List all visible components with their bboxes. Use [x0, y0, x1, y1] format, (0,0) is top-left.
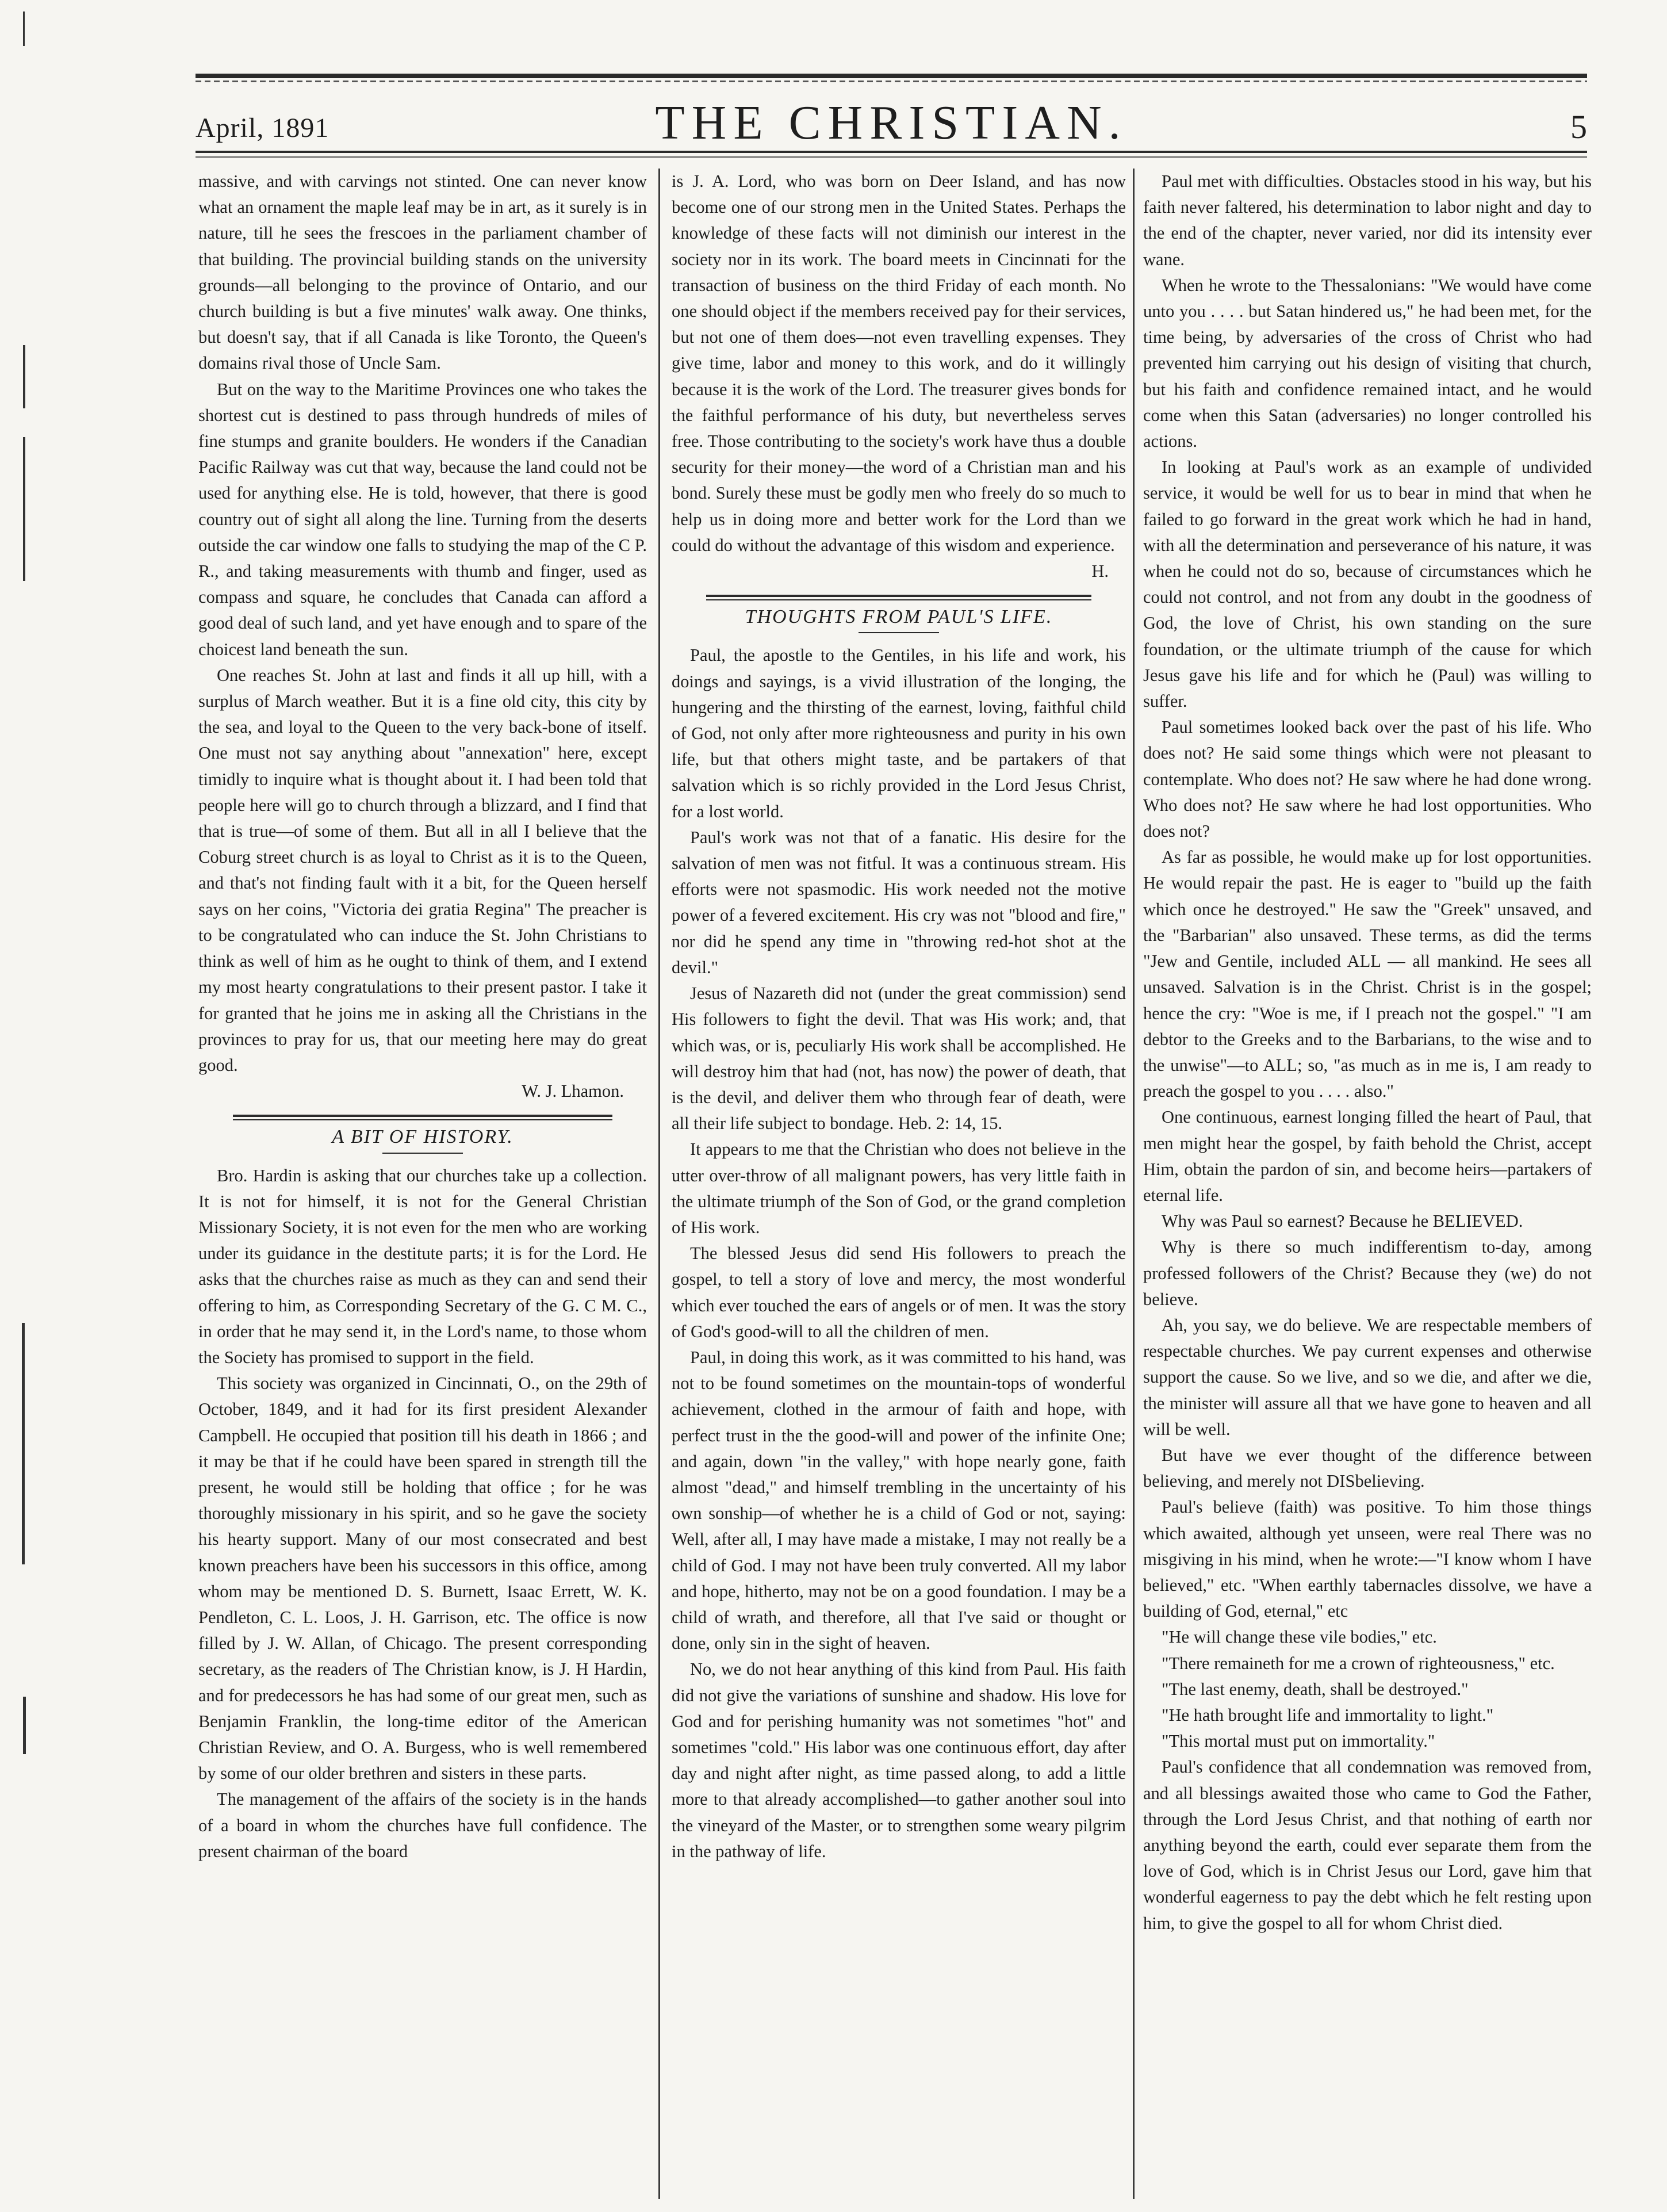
publication-title: THE CHRISTIAN. — [655, 96, 1128, 150]
masthead-rule-thin — [196, 156, 1587, 158]
paragraph: Paul's work was not that of a fanatic. His desire for the salvation of men was not fitful. It was a continuous stream. His efforts were not spasmodic. His work needed not the motive power of a fevered excitement. His cry was not "blood and fire," nor did he spend any time in "throwing red-hot shot at the devil." — [672, 827, 1126, 977]
margin-mark — [23, 345, 25, 408]
column-3 — [1143, 169, 1592, 2199]
paragraph: Paul's believe (faith) was positive. To him those things which awaited, although yet unseen, were real There was no misgiving in his mind, when he wrote:—"I know whom I have believed," etc. "When earthly tabernacles dissolve, we have a building of God, eternal," etc — [1143, 1497, 1592, 1621]
paragraph: Paul met with difficulties. Obstacles stood in his way, but his faith never faltered, his determination to labor night and day to the end of the chapter, never varied, nor did its intensity ever wane. — [1143, 171, 1592, 269]
paragraph: The blessed Jesus did send His followers to preach the gospel, to tell a story of love and mercy, the most wonderful which ever touched the ears of angels or of men. It was the story of God's good-will to all the children of men. — [672, 1243, 1126, 1341]
paragraph: Paul's confidence that all condemnation was removed from, and all blessings awaited those who came to God the Father, through the Lord Jesus Christ, and that nothing of earth nor anything beyond the earth, could ever separate them from the love of God, which is in Christ Jesus our Lord, gave him that wonderful eagerness to pay the debt which he felt resting upon him, to give the gospel to all for whom Christ died. — [1143, 1757, 1592, 1933]
paragraph: This society was organized in Cincinnati, O., on the 29th of October, 1849, and it had for its first president Alexander Campbell. He occupied that position till his death in 1866 ; and it may be that if he could have been spared in strength till the present, he would still be holding that office ; for he was thoroughly missionary in his spirit, and so he gave the society his hearty support. Many of our most consecrated and best known preachers have been his successors in this office, among whom may be mentioned D. S. Burnett, Isaac Errett, W. K. Pendleton, C. L. Loos, J. H. Garrison, etc. The office is now filled by J. W. Allan, of Chicago. The present corresponding secretary, as the readers of The Christian know, is J. H Hardin, and for predecessors he has had some of our great men, such as Benjamin Franklin, the long-time editor of the American Christian Review, and O. A. Burgess, who is well remembered by some of our older brethren and sisters in these parts. — [198, 1373, 647, 1784]
paragraph: One continuous, earnest longing filled the heart of Paul, that men might hear the gospel, by faith behold the Christ, accept Him, obtain the pardon of sin, and become heirs—partakers of eternal life. — [1143, 1107, 1592, 1205]
paragraph: Why is there so much indifferentism to-day, among professed followers of the Christ? Because they (we) do not believe. — [1143, 1237, 1592, 1309]
paragraph: Ah, you say, we do believe. We are respectable members of respectable churches. We pay current expenses and otherwise support the cause. So we live, and so we die, and after we die, the minister will assure all that we have gone to heaven and all will be well. — [1143, 1315, 1592, 1439]
quotation: "The last enemy, death, shall be destroyed." — [1162, 1679, 1469, 1699]
paragraph: One reaches St. John at last and finds it all up hill, with a surplus of March weather. But it is a fine old city, this city by the sea, and loyal to the Queen to the very back-bone of itself. One must not say anything about "annexation" here, except timidly to inquire what is thought about it. I had been told that people here will go to church through a blizzard, and I find that that is true—of some of them. But all in all I believe that the Coburg street church is as loyal to Christ as it is to the Queen, and that's not finding fault with it a bit, for the Queen herself says on her coins, "Victoria dei gratia Regina" The preacher is to be congratulated who can induce the St. John Christians to think as well of him as he ought to think of them, and I extend my most hearty congratulations to their present pastor. I take it for granted that he joins me in asking all the Christians in the provinces to pray for us, that our meeting here may do great good. — [198, 665, 647, 1075]
page-number: 5 — [1570, 108, 1587, 146]
paragraph: Jesus of Nazareth did not (under the great commission) send His followers to fight the devil. That was His work; and, that which was, or is, peculiarly His work shall be accomplished. He will destroy him that had (not, has now) the power of death, that is the devil, and deliver them who through fear of death, were all their life subject to bondage. Heb. 2: 14, 15. — [672, 983, 1126, 1134]
issue-date: April, 1891 — [196, 113, 329, 143]
top-rule — [196, 74, 1587, 78]
margin-mark — [23, 12, 25, 46]
margin-mark — [23, 437, 25, 581]
paragraph: Paul, the apostle to the Gentiles, in his life and work, his doings and sayings, is a vivid illustration of the longing, the hungering and the thirsting of the earnest, loving, faithful child of God, not only after more righteousness and purity in his own life, but that others might taste, and be partakers of that salvation which is so richly provided in the Lord Jesus Christ, for a lost world. — [672, 645, 1126, 821]
paragraph: In looking at Paul's work as an example of undivided service, it would be well for us to bear in mind that when he failed to go forward in the great work which he had in hand, with all the determination and perseverance of his nature, it was when he could not do so, because of circumstances which he could not control, and not from any doubt in the goodness of God, the love of Christ, his own standing on the sure foundation, or the ultimate triumph of the cause for which Jesus gave his life and for which he (Paul) was willing to suffer. — [1143, 457, 1592, 711]
paragraph: Bro. Hardin is asking that our churches take up a collection. It is not for himself, it is not for the General Christian Missionary Society, it is not even for the men who are working under its guidance in the destitute parts; it is for the Lord. He asks that the churches raise as much as they can and send their offering to him, as Corresponding Secretary of the G. C M. C., in order that he may send it, in the Lord's name, to those whom the Society has promised to support in the field. — [198, 1165, 647, 1367]
author-signature: H. — [1091, 561, 1109, 581]
paragraph: Paul, in doing this work, as it was committed to his hand, was not to be found sometimes on the mountain-tops of wonderful achievement, clothed in the armour of faith and hope, with perfect trust in the the good-will and power of the infinite One; and again, down "in the valley," with hope nearly gone, faith almost "dead," and himself trembling in the uncertainty of his own sonship—of whether he is a child of God or not, saying: Well, after all, I may have made a mistake, I may not really be a child of God. I may not have been truly converted. All my labor and hope, hitherto, may not be on a good foundation. I may be a child of wrath, and therefore, all that I've said or thought or done, only sin in the sight of heaven. — [672, 1347, 1126, 1654]
paragraph: But on the way to the Maritime Provinces one who takes the shortest cut is destined to pass through hundreds of miles of fine stumps and granite boulders. He wonders if the Canadian Pacific Railway was cut that way, because the land could not be used for anything else. He is told, however, that there is good country out of sight all along the line. Turning from the deserts outside the car window one falls to studying the map of the C P. R., and taking measurements with thumb and finger, used as compass and square, he concludes that Canada can afford a good deal of such land, and yet have enough and to spare of the choicest land beneath the sun. — [198, 379, 647, 659]
quotation: "There remaineth for me a crown of righteousness," etc. — [1162, 1653, 1555, 1673]
quotation: "He will change these vile bodies," etc. — [1162, 1627, 1437, 1647]
section-divider — [706, 595, 1091, 600]
paragraph: No, we do not hear anything of this kind from Paul. His faith did not give the variations of sunshine and shadow. His love for God and for perishing humanity was not sometimes "hot" and sometimes "cold." His labor was one continuous effort, day after day and night after night, as time passed along, to add a little more to that already accomplished—to gather another soul into the vineyard of the Master, or to strengthen some weary pilgrim in the pathway of life. — [672, 1659, 1126, 1861]
top-dotted-rule — [196, 81, 1587, 82]
paragraph: Why was Paul so earnest? Because he BELIEVED. — [1162, 1211, 1523, 1231]
paragraph: But have we ever thought of the difference between believing, and merely not DISbelieving. — [1143, 1445, 1592, 1491]
column-divider — [658, 169, 660, 2199]
paragraph: massive, and with carvings not stinted. One can never know what an ornament the maple leaf may be in art, as it surely is in nature, till he sees the frescoes in the parliament chamber of that building. The provincial building stands on the university grounds—all belonging to the province of Ontario, and our church building is but a five minutes' walk away. One thinks, but doesn't say, that if all Canada is like Toronto, the Queen's domains rival those of Uncle Sam. — [198, 171, 647, 373]
quotation: "He hath brought life and immortality to light." — [1162, 1705, 1494, 1725]
author-signature: W. J. Lhamon. — [522, 1081, 624, 1101]
title-rule — [859, 632, 939, 633]
paragraph: As far as possible, he would make up for lost opportunities. He would repair the past. He is eager to "build up the faith which once he destroyed." He saw the "Greek" unsaved, and the "Barbarian" also unsaved. These terms, as did the terms "Jew and Gentile, included ALL — all mankind. He sees all unsaved. Salvation is in the Christ. Christ is in the gospel; hence the cry: "Woe is me, if I preach not the gospel." "I am debtor to the Greeks and to the Barbarians, to the wise and to the unwise"—to ALL; so, "as much as in me is, I am ready to preach the gospel to you . . . . also." — [1143, 847, 1592, 1101]
paragraph: The management of the affairs of the society is in the hands of a board in whom the churches have full confidence. The present chairman of the board — [198, 1789, 647, 1861]
section-title: A BIT OF HISTORY. — [332, 1126, 513, 1148]
title-rule — [382, 1153, 463, 1154]
margin-mark — [22, 1323, 25, 1564]
section-title: THOUGHTS FROM PAUL'S LIFE. — [745, 606, 1053, 628]
masthead-rule — [196, 151, 1587, 153]
paragraph: When he wrote to the Thessalonians: "We would have come unto you . . . . but Satan hindered us," he had been met, for the time being, by adversaries of the cross of Christ who had prevented him carrying out his design of visiting that church, but his faith and confidence remained intact, and he would come when this Satan (adversaries) no longer controlled his actions. — [1143, 275, 1592, 451]
column-2 — [672, 169, 1126, 2199]
paragraph: It appears to me that the Christian who does not believe in the utter over-throw of all malignant powers, has very little faith in the ultimate triumph of the Son of God, or the grand completion of His work. — [672, 1139, 1126, 1237]
column-divider — [1133, 169, 1135, 2199]
masthead — [196, 95, 1587, 152]
column-1 — [198, 169, 647, 2199]
margin-mark — [23, 1697, 26, 1754]
paragraph: Paul sometimes looked back over the past of his life. Who does not? He said some things which were not pleasant to contemplate. Who does not? He saw where he had done wrong. Who does not? He saw where he had lost opportunities. Who does not? — [1143, 717, 1592, 841]
quotation: "This mortal must put on immortality." — [1162, 1731, 1435, 1751]
paragraph: is J. A. Lord, who was born on Deer Island, and has now become one of our strong men in the United States. Perhaps the knowledge of these facts will not diminish our interest in the society nor in its work. The board meets in Cincinnati for the transaction of business on the third Friday of each month. No one should object if the members received pay for their services, but not one of them does—not even travelling expenses. They give time, labor and money to this work, and do it willingly because it is the work of the Lord. The treasurer gives bonds for the faithful performance of his duty, but nevertheless serves free. Those contributing to the society's work have thus a double security for their money—the word of a Christian man and his bond. Surely these must be godly men who freely do so much to help us in doing more and better work for the Lord than we could do without the advantage of this wisdom and experience. — [672, 171, 1126, 555]
section-divider — [233, 1115, 612, 1120]
